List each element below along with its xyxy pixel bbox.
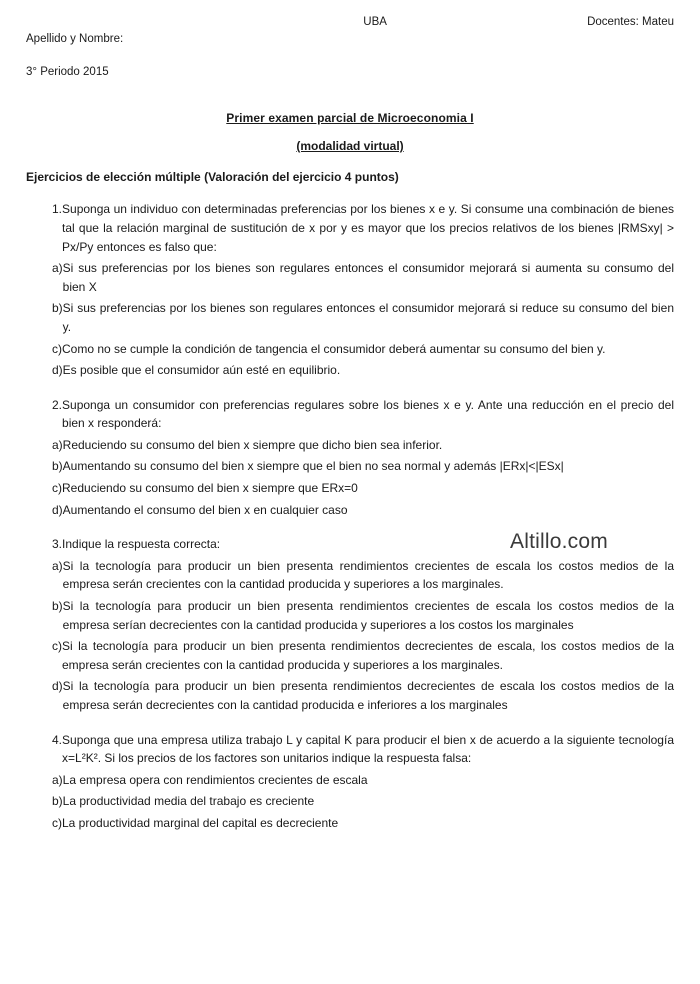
- option-label: a): [52, 558, 63, 573]
- option-row[interactable]: [26, 259, 674, 296]
- option-row[interactable]: [26, 436, 674, 455]
- question-number: 2.: [52, 397, 63, 412]
- option-label: a): [52, 261, 63, 276]
- question-text: Suponga un individuo con determinadas preferencias por los bienes x e y. Si consume una combinación de bienes tal que la relación marginal de sustitución de x por y es mayor que los precios relativos de los bienes |RMSxy| > Px/Py entonces es falso que:: [62, 202, 674, 254]
- header-period-label: 3° Periodo 2015: [26, 66, 109, 79]
- option-text: Si sus preferencias por los bienes son regulares entonces el consumidor mejorará si reduce su consumo del bien y.: [62, 301, 674, 334]
- option-text: Reduciendo su consumo del bien x siempre que ERx=0: [62, 481, 358, 496]
- page-title: Primer examen parcial de Microeconomia I: [226, 111, 474, 126]
- option-row[interactable]: [26, 677, 674, 714]
- question-text: Indique la respuesta correcta:: [62, 537, 221, 552]
- option-label: b): [52, 794, 63, 809]
- page-header: [26, 14, 674, 97]
- option-text: La productividad media del trabajo es creciente: [62, 794, 315, 809]
- page-subtitle: (modalidad virtual): [296, 139, 404, 154]
- question-block: [26, 200, 674, 379]
- option-row[interactable]: [26, 557, 674, 594]
- option-text: Aumentando su consumo del bien x siempre que el bien no sea normal y además |ERx|<|ESx|: [62, 459, 564, 474]
- question-stem: [26, 731, 674, 768]
- question-block: [26, 396, 674, 520]
- option-label: c): [52, 639, 62, 654]
- title-block: [26, 111, 674, 153]
- option-text: Si la tecnología para producir un bien presenta rendimientos crecientes de escala los costos medios de la empresa serán crecientes con la cantidad producida y superiores a los marginales.: [62, 558, 674, 592]
- option-row[interactable]: [26, 340, 674, 359]
- question-number: 4.: [52, 732, 63, 747]
- option-row[interactable]: [26, 457, 674, 476]
- question-text: Suponga que una empresa utiliza trabajo L y capital K para producir el bien x de acuerdo a la siguiente tecnología x=L²K². Si los precios de los factores son unitarios indique la respuesta falsa:: [62, 732, 674, 766]
- option-text: La productividad marginal del capital es decreciente: [62, 815, 339, 830]
- header-teachers: Docentes: Mateu: [587, 16, 674, 28]
- option-text: Aumentando el consumo del bien x en cualquier caso: [62, 502, 348, 517]
- option-row[interactable]: [26, 361, 674, 380]
- option-row[interactable]: [26, 479, 674, 498]
- question-text: Suponga un consumidor con preferencias regulares sobre los bienes x e y. Ante una reducción en el precio del bien x responderá:: [62, 397, 674, 431]
- question-stem: [26, 396, 674, 433]
- option-row[interactable]: [26, 299, 674, 336]
- option-text: Reduciendo su consumo del bien x siempre que dicho bien sea inferior.: [62, 437, 443, 452]
- option-label: a): [52, 772, 63, 787]
- header-institution: UBA: [363, 16, 387, 28]
- option-row[interactable]: [26, 792, 674, 811]
- watermark: Altillo.com: [510, 530, 608, 553]
- question-block: [26, 731, 674, 833]
- option-label: c): [52, 815, 62, 830]
- option-text: Si la tecnología para producir un bien presenta rendimientos decrecientes de escala, los costos medios de la empresa serán crecientes con la cantidad producida y superiores a los marginales.: [62, 639, 674, 672]
- question-number: 3.: [52, 537, 63, 552]
- option-text: Si la tecnología para producir un bien presenta rendimientos crecientes de escala los costos medios de la empresa serían decrecientes con la cantidad producida y superiores a los costos los marginales: [62, 599, 674, 632]
- option-row[interactable]: [26, 501, 674, 520]
- question-number: 1.: [52, 202, 63, 217]
- option-text: Como no se cumple la condición de tangencia el consumidor deberá aumentar su consumo del bien y.: [62, 341, 606, 356]
- option-label: b): [52, 459, 63, 474]
- option-text: Es posible que el consumidor aún esté en equilibrio.: [62, 363, 341, 378]
- option-label: b): [52, 301, 63, 316]
- option-row[interactable]: [26, 637, 674, 674]
- option-text: La empresa opera con rendimientos crecientes de escala: [62, 772, 368, 787]
- question-stem: [26, 200, 674, 256]
- header-name-label: Apellido y Nombre:: [26, 32, 124, 45]
- option-row[interactable]: [26, 597, 674, 634]
- option-label: d): [52, 502, 63, 517]
- option-label: c): [52, 341, 62, 356]
- section-heading: Ejercicios de elección múltiple (Valoración del ejercicio 4 puntos): [26, 170, 399, 185]
- option-label: a): [52, 437, 63, 452]
- option-label: c): [52, 481, 62, 496]
- header-student-block: [26, 14, 123, 97]
- option-text: Si la tecnología para producir un bien presenta rendimientos decrecientes de escala los costos medios de la empresa serán decrecientes con la cantidad producida e inferiores a los marginales: [62, 679, 674, 713]
- option-row[interactable]: [26, 771, 674, 790]
- option-row[interactable]: [26, 814, 674, 833]
- option-label: d): [52, 679, 63, 694]
- option-text: Si sus preferencias por los bienes son regulares entonces el consumidor mejorará si aumenta su consumo del bien X: [62, 261, 674, 294]
- option-label: d): [52, 363, 63, 378]
- question-block: [26, 535, 674, 714]
- option-label: b): [52, 599, 63, 614]
